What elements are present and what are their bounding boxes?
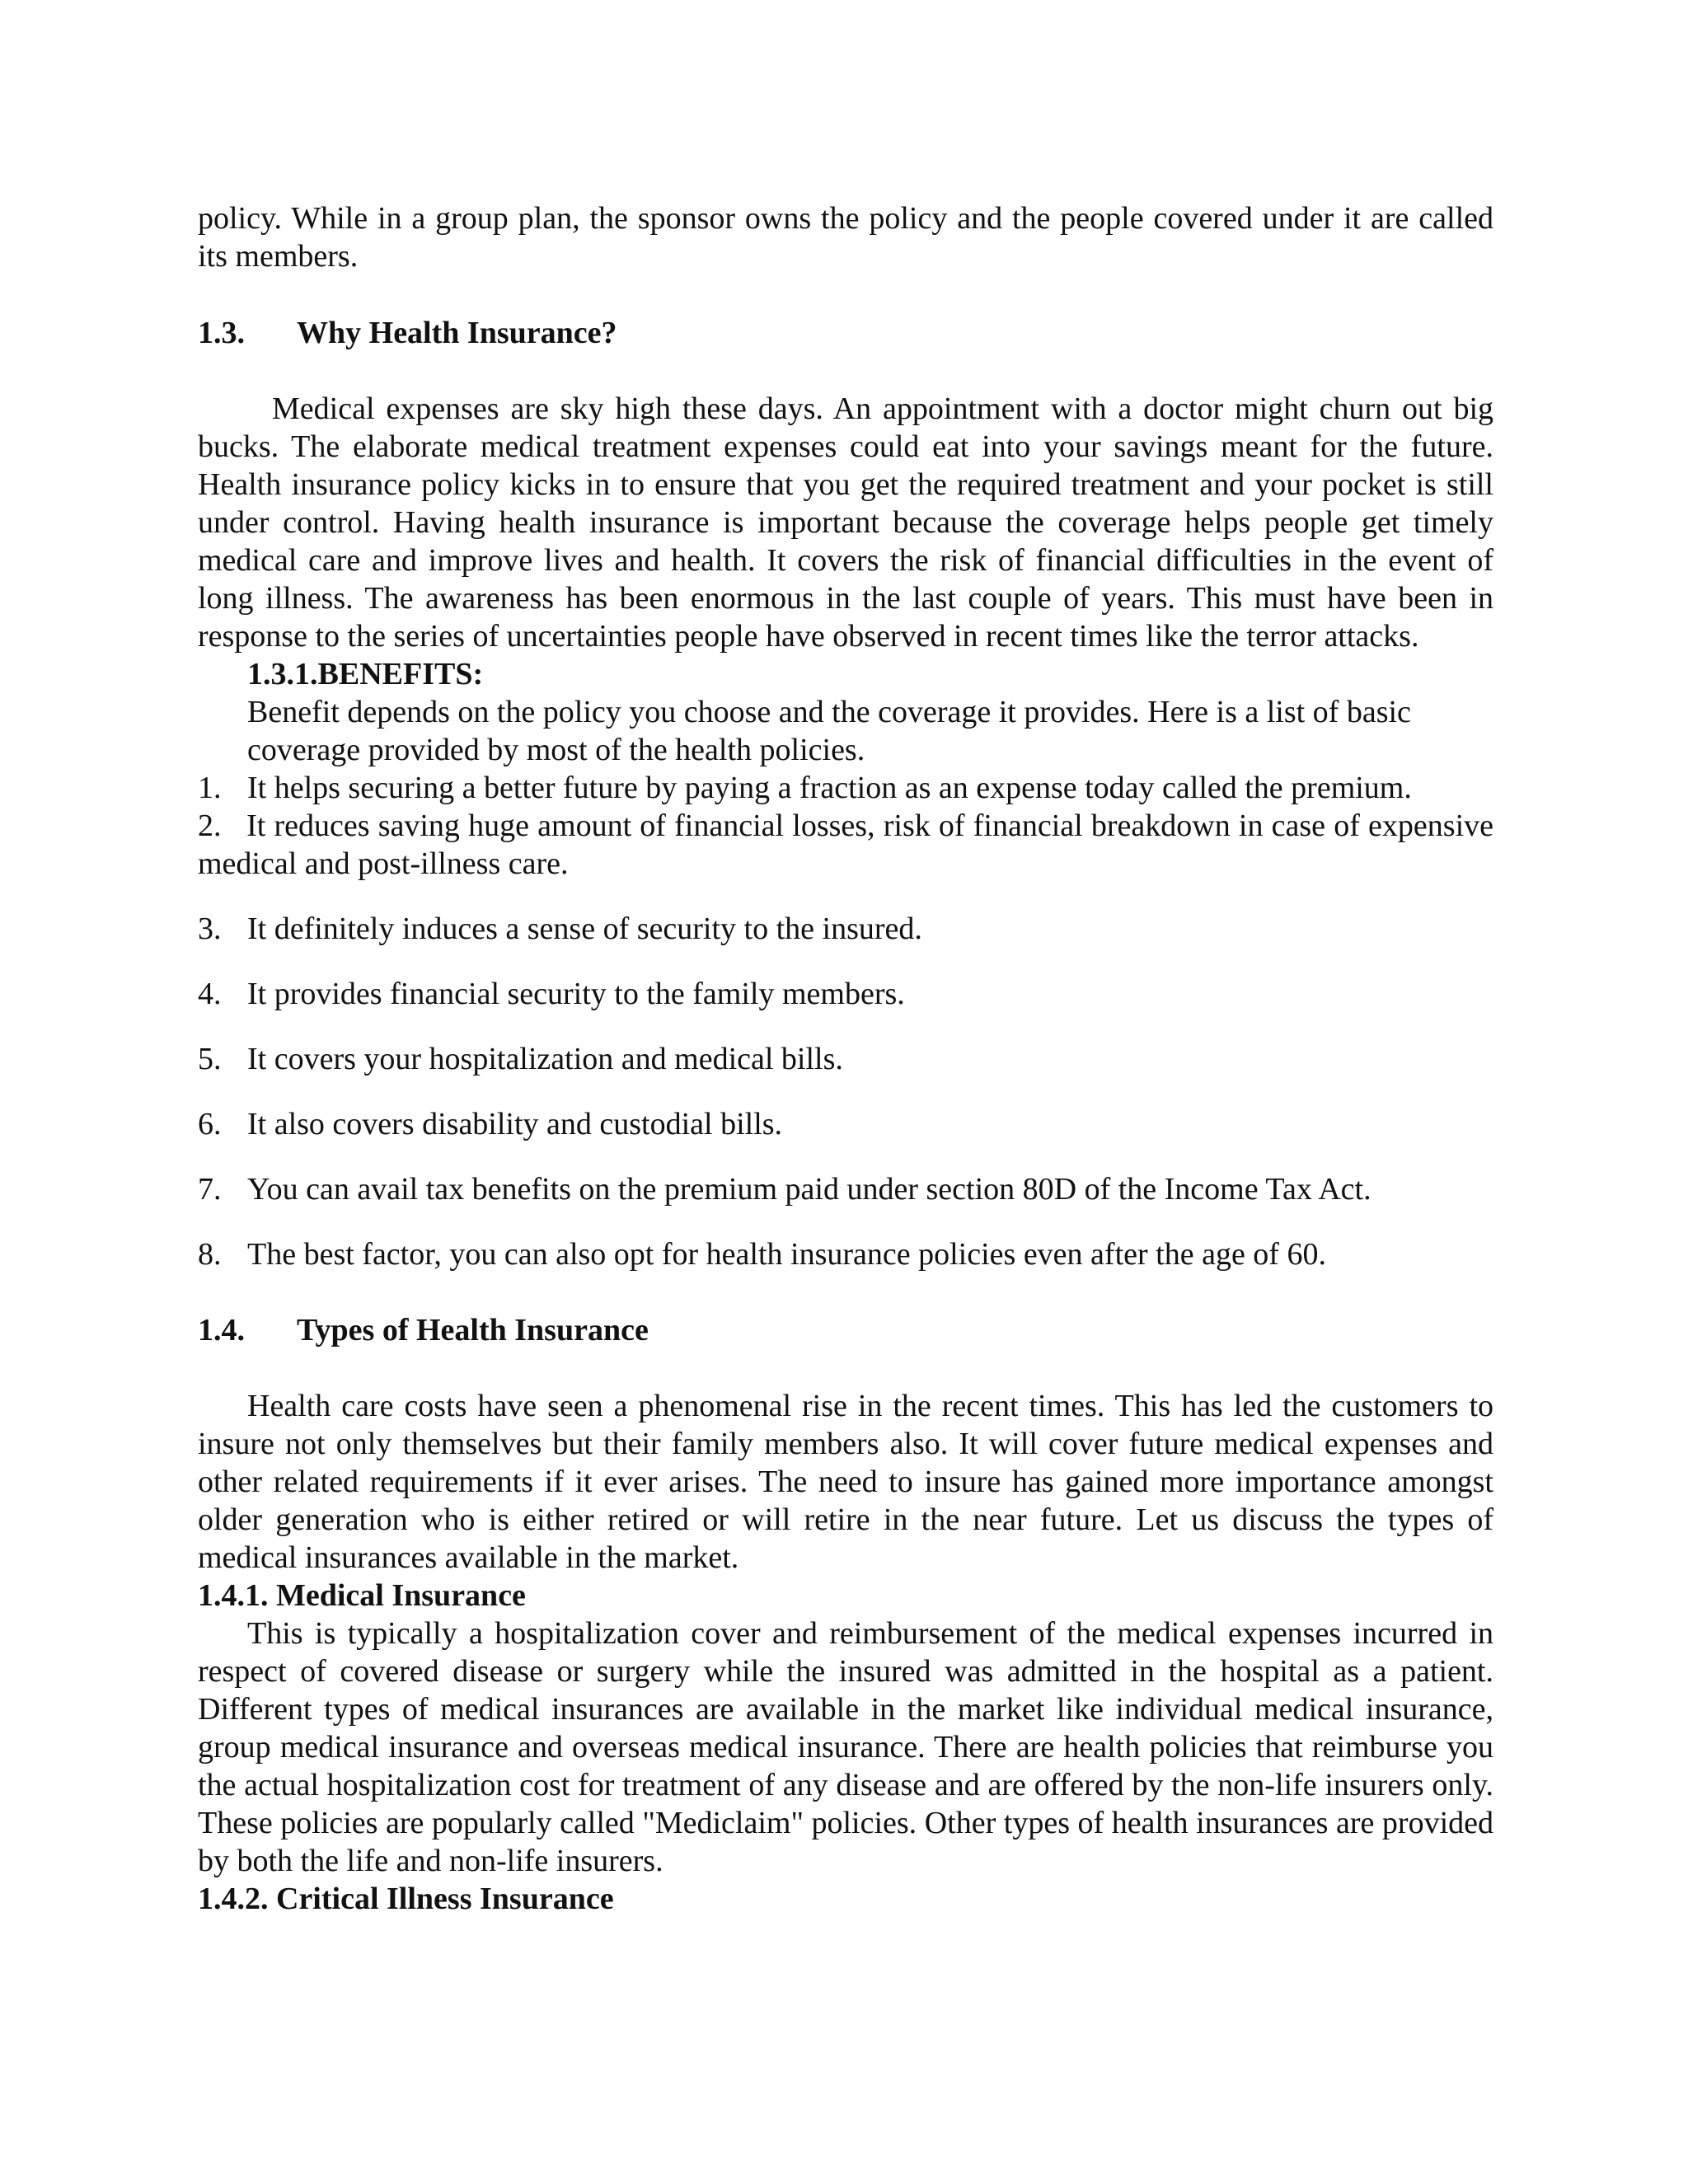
section-title: Why Health Insurance?: [297, 316, 617, 350]
list-text: The best factor, you can also opt for health insurance policies even after the age of 60.: [247, 1237, 1326, 1272]
section-title: Types of Health Insurance: [297, 1313, 649, 1347]
benefits-intro: Benefit depends on the policy you choose and the coverage it provides. Here is a list of basic coverage provided by most of the health policies.: [247, 695, 1411, 767]
medical-insurance-heading: 1.4.1. Medical Insurance: [198, 1578, 526, 1613]
section-heading-1-3: [198, 314, 1493, 352]
list-number: 5.: [198, 1042, 222, 1076]
list-text: You can avail tax benefits on the premium paid under section 80D of the Income Tax Act.: [247, 1172, 1372, 1207]
section-number: 1.4.: [198, 1313, 245, 1347]
list-text: It provides financial security to the family members.: [247, 977, 905, 1011]
list-number: 4.: [198, 977, 222, 1011]
list-item: [198, 807, 1493, 883]
list-number: 2.: [198, 808, 222, 843]
list-item: [198, 769, 1493, 807]
list-item: [198, 1040, 1493, 1078]
types-paragraph: Health care costs have seen a phenomenal rise in the recent times. This has led the customers to insure not only themselves but their family members also. It will cover future medical expenses and other related requirements if it ever arises. The need to insure has gained more importance amongst older generation who is either retired or will retire in the near future. Let us discuss the types of medical insurances available in the market.: [198, 1389, 1493, 1575]
list-text: It helps securing a better future by paying a fraction as an expense today called the premium.: [247, 771, 1412, 805]
benefits-heading: 1.3.1.BENEFITS:: [247, 657, 484, 691]
list-text: It definitely induces a sense of security to the insured.: [247, 912, 922, 946]
list-number: 3.: [198, 912, 222, 946]
list-item: [198, 1105, 1493, 1143]
critical-illness-heading: 1.4.2. Critical Illness Insurance: [198, 1882, 614, 1916]
list-item: [198, 1170, 1493, 1208]
medical-insurance-paragraph: This is typically a hospitalization cover and reimbursement of the medical expenses incurred in respect of covered disease or surgery while the insured was admitted in the hospital as a patient. Different types of medical insurances are available in the market like individual medical insurance, group medical insurance and overseas medical insurance. There are health policies that reimburse you the actual hospitalization cost for treatment of any disease and are offered by the non-life insurers only. These policies are popularly called "Mediclaim" policies. Other types of health insurances are provided by both the life and non-life insurers.: [198, 1616, 1493, 1878]
list-text: It also covers disability and custodial bills.: [247, 1107, 783, 1141]
list-number: 6.: [198, 1107, 222, 1141]
list-item: [198, 975, 1493, 1013]
list-item: [198, 910, 1493, 948]
why-health-insurance-paragraph: Medical expenses are sky high these days. An appointment with a doctor might churn out big bucks. The elaborate medical treatment expenses could eat into your savings meant for the future. Health insurance policy kicks in to ensure that you get the required treatment and your pocket is still under control. Having health insurance is important because the coverage helps people get timely medical care and improve lives and health. It covers the risk of financial difficulties in the event of long illness. The awareness has been enormous in the last couple of years. This must have been in response to the series of uncertainties people have observed in recent times like the terror attacks.: [198, 391, 1493, 654]
list-text: It covers your hospitalization and medical bills.: [247, 1042, 843, 1076]
intro-paragraph: policy. While in a group plan, the sponsor owns the policy and the people covered under it are called its members.: [198, 201, 1493, 274]
section-heading-1-4: [198, 1311, 1493, 1349]
list-number: 8.: [198, 1237, 222, 1272]
list-item: [198, 1235, 1493, 1273]
list-number: 1.: [198, 771, 222, 805]
document-page: [198, 194, 1493, 1918]
list-text: It reduces saving huge amount of financial losses, risk of financial breakdown in case of expensive medical and post-illness care.: [198, 808, 1493, 881]
section-number: 1.3.: [198, 316, 245, 350]
list-number: 7.: [198, 1172, 222, 1207]
